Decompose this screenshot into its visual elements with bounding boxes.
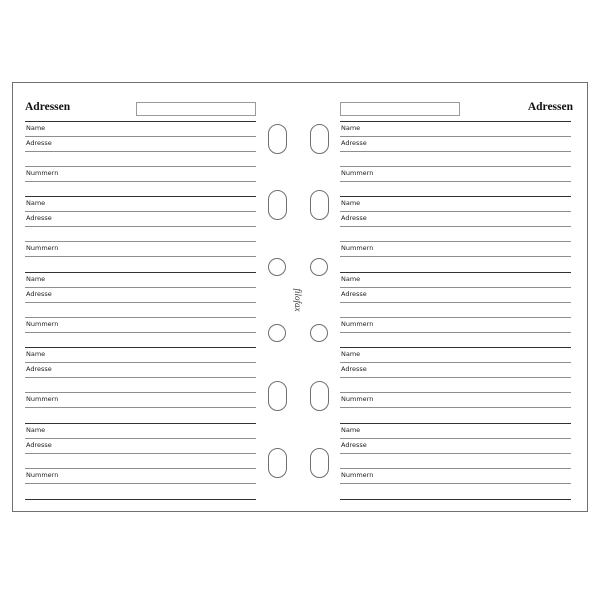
address-label: Adresse: [341, 138, 367, 147]
entry-separator-line: [25, 196, 256, 197]
address-label: Adresse: [341, 214, 367, 223]
binder-hole-round: [268, 258, 286, 276]
name-label: Name: [26, 123, 46, 132]
address-label: Adresse: [26, 365, 52, 374]
numbers-label: Nummern: [341, 470, 374, 479]
writing-line: [25, 211, 256, 212]
address-label: Adresse: [26, 214, 52, 223]
writing-line: [25, 438, 256, 439]
writing-line: [340, 211, 571, 212]
name-label: Name: [341, 274, 361, 283]
binder-hole-oval: [268, 448, 287, 478]
name-label: Name: [26, 199, 46, 208]
page-bottom-line: [25, 499, 256, 500]
writing-line: [340, 166, 571, 167]
address-label: Adresse: [26, 289, 52, 298]
entry-separator-line: [340, 347, 571, 348]
entry-separator-line: [340, 423, 571, 424]
entry-separator-line: [25, 121, 256, 122]
entry-separator-line: [340, 121, 571, 122]
writing-line: [340, 377, 571, 378]
writing-line: [25, 151, 256, 152]
binder-hole-round: [268, 324, 286, 342]
writing-line: [25, 392, 256, 393]
writing-line: [340, 453, 571, 454]
name-label: Name: [26, 274, 46, 283]
entry-separator-line: [340, 272, 571, 273]
writing-line: [25, 166, 256, 167]
writing-line: [25, 407, 256, 408]
numbers-label: Nummern: [341, 168, 374, 177]
name-label: Name: [26, 350, 46, 359]
brand-logo: filofax: [293, 288, 303, 312]
writing-line: [25, 483, 256, 484]
binder-hole-oval: [310, 381, 329, 411]
address-label: Adresse: [341, 289, 367, 298]
numbers-label: Nummern: [26, 244, 59, 253]
numbers-label: Nummern: [26, 395, 59, 404]
numbers-label: Nummern: [26, 470, 59, 479]
writing-line: [340, 332, 571, 333]
writing-line: [340, 468, 571, 469]
name-label: Name: [341, 425, 361, 434]
left-page-title: Adressen: [25, 101, 71, 113]
writing-line: [25, 256, 256, 257]
writing-line: [25, 468, 256, 469]
binder-hole-oval: [310, 124, 329, 154]
writing-line: [25, 302, 256, 303]
name-label: Name: [341, 199, 361, 208]
writing-line: [340, 226, 571, 227]
writing-line: [340, 438, 571, 439]
binder-hole-oval: [268, 124, 287, 154]
writing-line: [25, 241, 256, 242]
binder-hole-oval: [310, 190, 329, 220]
binder-hole-round: [310, 258, 328, 276]
numbers-label: Nummern: [341, 395, 374, 404]
binder-hole-oval: [268, 381, 287, 411]
numbers-label: Nummern: [341, 319, 374, 328]
name-label: Name: [341, 123, 361, 132]
writing-line: [340, 256, 571, 257]
binder-hole-oval: [268, 190, 287, 220]
binder-hole-oval: [310, 448, 329, 478]
numbers-label: Nummern: [26, 319, 59, 328]
writing-line: [25, 377, 256, 378]
writing-line: [340, 241, 571, 242]
writing-line: [25, 362, 256, 363]
writing-line: [340, 483, 571, 484]
right-header-box: [340, 102, 460, 116]
name-label: Name: [26, 425, 46, 434]
writing-line: [340, 151, 571, 152]
name-label: Name: [341, 350, 361, 359]
right-page-title: Adressen: [527, 101, 573, 113]
writing-line: [340, 302, 571, 303]
writing-line: [25, 181, 256, 182]
address-label: Adresse: [341, 365, 367, 374]
writing-line: [340, 392, 571, 393]
address-label: Adresse: [26, 440, 52, 449]
writing-line: [25, 332, 256, 333]
writing-line: [340, 287, 571, 288]
writing-line: [340, 317, 571, 318]
writing-line: [25, 287, 256, 288]
writing-line: [340, 362, 571, 363]
writing-line: [25, 453, 256, 454]
writing-line: [340, 407, 571, 408]
entry-separator-line: [25, 347, 256, 348]
writing-line: [340, 181, 571, 182]
writing-line: [25, 317, 256, 318]
writing-line: [25, 136, 256, 137]
address-label: Adresse: [341, 440, 367, 449]
numbers-label: Nummern: [341, 244, 374, 253]
entry-separator-line: [25, 272, 256, 273]
address-label: Adresse: [26, 138, 52, 147]
entry-separator-line: [340, 196, 571, 197]
numbers-label: Nummern: [26, 168, 59, 177]
writing-line: [340, 136, 571, 137]
page-bottom-line: [340, 499, 571, 500]
entry-separator-line: [25, 423, 256, 424]
binder-hole-round: [310, 324, 328, 342]
writing-line: [25, 226, 256, 227]
left-header-box: [136, 102, 256, 116]
